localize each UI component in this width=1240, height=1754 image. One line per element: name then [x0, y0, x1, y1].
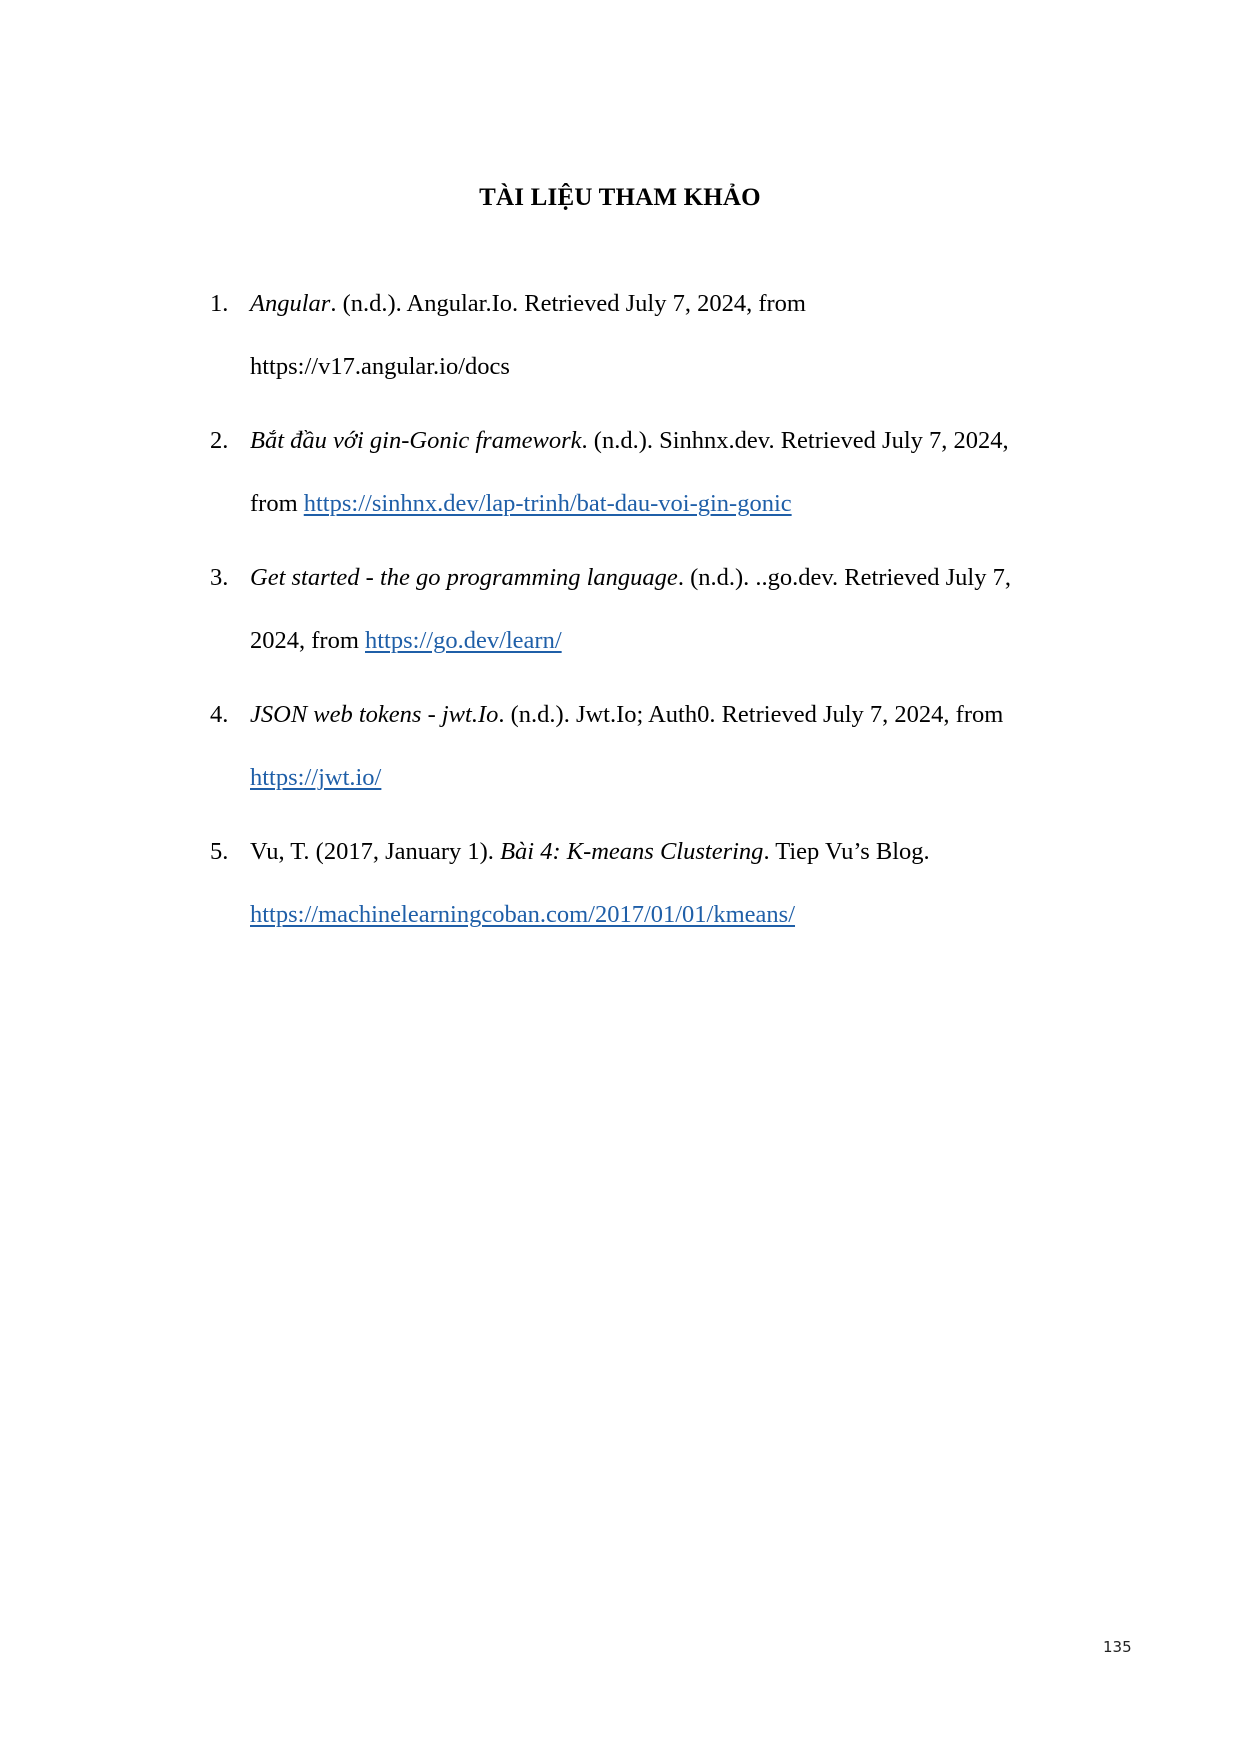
reference-list — [210, 272, 1110, 957]
reference-item-5 — [210, 820, 1110, 946]
reference-item-3 — [210, 546, 1110, 672]
reference-link[interactable]: https://machinelearningcoban.com/2017/01/01/kmeans/ — [250, 901, 796, 928]
reference-line-2 — [250, 335, 1110, 398]
reference-line-1 — [250, 683, 1110, 746]
reference-line-1 — [250, 820, 1110, 883]
reference-number: 3. — [210, 564, 229, 591]
reference-title: JSON web tokens - jwt.Io — [250, 701, 499, 728]
reference-title: Angular — [250, 290, 331, 317]
reference-number: 5. — [210, 838, 229, 865]
reference-line-1 — [250, 272, 1110, 335]
reference-line-2 — [250, 472, 1110, 535]
reference-line-1 — [250, 409, 1110, 472]
reference-number: 4. — [210, 701, 229, 728]
reference-link[interactable]: https://go.dev/learn/ — [365, 627, 562, 654]
reference-line-2 — [250, 883, 1110, 946]
reference-details: . Tiep Vu’s Blog. — [763, 838, 930, 865]
page-number: 135 — [1103, 1638, 1132, 1656]
reference-details: . (n.d.). Jwt.Io; Auth0. Retrieved July 7, 2024, from — [498, 701, 1004, 728]
page-title: TÀI LIỆU THAM KHẢO — [479, 184, 761, 211]
reference-item-1 — [210, 272, 1110, 398]
reference-title: Bắt đầu với gin-Gonic framework — [250, 427, 582, 454]
reference-url-prefix: 2024, from — [250, 627, 365, 654]
reference-number: 2. — [210, 427, 229, 454]
reference-title: Bài 4: K-means Clustering — [500, 838, 764, 865]
reference-link[interactable]: https://sinhnx.dev/lap-trinh/bat-dau-voi-gin-gonic — [303, 490, 792, 517]
reference-details: . (n.d.). Angular.Io. Retrieved July 7, 2024, from — [330, 290, 806, 317]
reference-url-prefix: from — [250, 490, 304, 517]
reference-line-2 — [250, 609, 1110, 672]
reference-item-4 — [210, 683, 1110, 809]
reference-details: . (n.d.). Sinhnx.dev. Retrieved July 7, 2024, — [581, 427, 1009, 454]
reference-line-1 — [250, 546, 1110, 609]
reference-link[interactable]: https://jwt.io/ — [250, 764, 382, 791]
reference-item-2 — [210, 409, 1110, 535]
reference-details: . (n.d.). ..go.dev. Retrieved July 7, — [677, 564, 1011, 591]
reference-author: Vu, T. (2017, January 1). — [250, 838, 501, 865]
reference-title: Get started - the go programming language — [250, 564, 678, 591]
reference-number: 1. — [210, 290, 229, 317]
reference-url-text: https://v17.angular.io/docs — [250, 353, 510, 380]
reference-line-2 — [250, 746, 1110, 809]
